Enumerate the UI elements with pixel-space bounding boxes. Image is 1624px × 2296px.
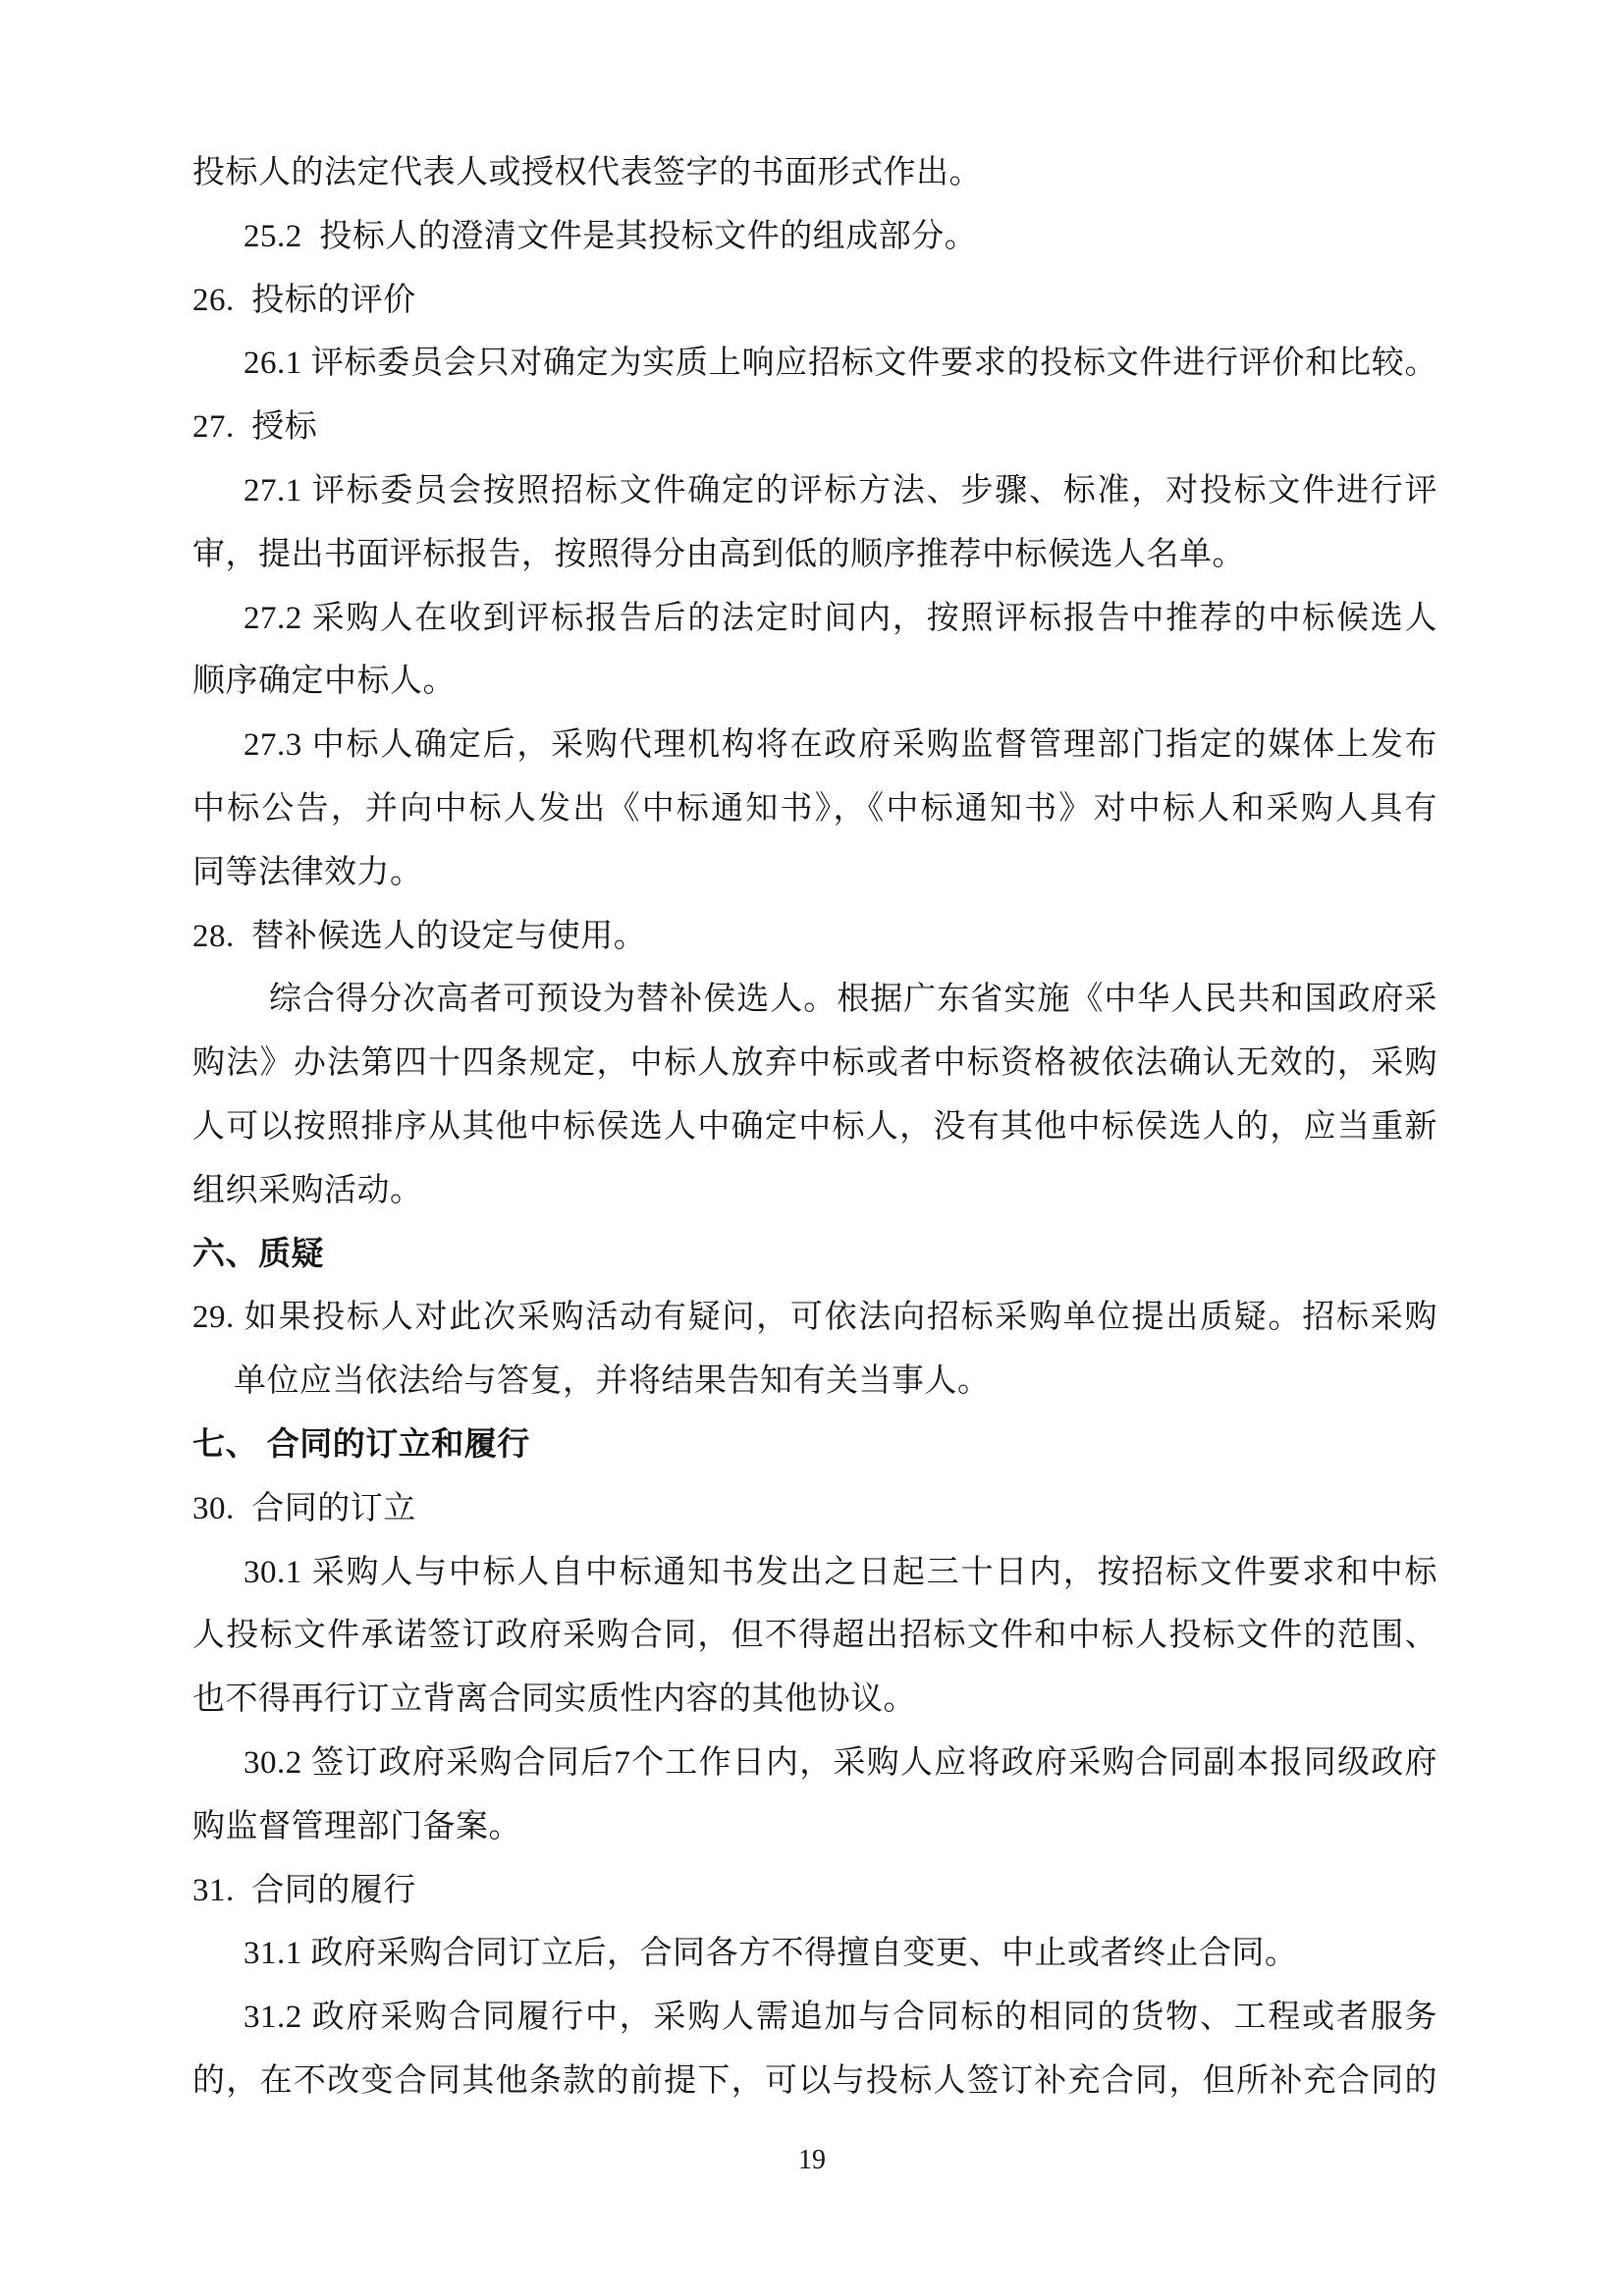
text-line: 31.1 政府采购合同订立后，合同各方不得擅自变更、中止或者终止合同。 <box>244 1936 1298 1972</box>
text-line: 26.1 评标委员会只对确定为实质上响应招标文件要求的投标文件进行评价和比较。 <box>244 346 1437 382</box>
text-line: 六、质疑 <box>192 1236 324 1272</box>
text-line: 顺序确定中标人。 <box>192 664 456 700</box>
text-line: 购监督管理部门备案。 <box>192 1808 521 1844</box>
text-line: 七、 合同的订立和履行 <box>192 1426 530 1463</box>
text-line: 31.2 政府采购合同履行中，采购人需追加与合同标的相同的货物、工程或者服务 <box>244 2000 1437 2036</box>
text-line: 27.3 中标人确定后，采购代理机构将在政府采购监督管理部门指定的媒体上发布 <box>244 727 1437 764</box>
text-line: 30.1 采购人与中标人自中标通知书发出之日起三十日内，按招标文件要求和中标 <box>244 1554 1437 1590</box>
page-number: 19 <box>798 2145 826 2175</box>
text-line: 人可以按照排序从其他中标侯选人中确定中标人，没有其他中标侯选人的，应当重新 <box>192 1108 1437 1145</box>
text-column <box>192 141 1437 2113</box>
text-line: 27. 授标 <box>192 409 318 446</box>
text-line: 也不得再行订立背离合同实质性内容的其他协议。 <box>192 1682 916 1718</box>
text-line: 单位应当依法给与答复，并将结果告知有关当事人。 <box>234 1363 991 1400</box>
text-line: 27.2 采购人在收到评标报告后的法定时间内，按照评标报告中推荐的中标候选人 <box>244 600 1437 636</box>
text-line: 30.2 签订政府采购合同后7个工作日内，采购人应将政府采购合同副本报同级政府 <box>244 1744 1437 1781</box>
text-line: 的，在不改变合同其他条款的前提下，可以与投标人签订补充合同，但所补充合同的 <box>192 2062 1437 2099</box>
text-line: 组织采购活动。 <box>192 1172 423 1208</box>
text-line: 审，提出书面评标报告，按照得分由高到低的顺序推荐中标候选人名单。 <box>192 536 1245 572</box>
text-line: 购法》办法第四十四条规定，中标人放弃中标或者中标资格被依法确认无效的，采购 <box>192 1045 1437 1082</box>
text-line: 28. 替补候选人的设定与使用。 <box>192 918 647 954</box>
text-line: 投标人的法定代表人或授权代表签字的书面形式作出。 <box>192 155 982 190</box>
text-line: 人投标文件承诺签订政府采购合同，但不得超出招标文件和中标人投标文件的范围、 <box>192 1618 1437 1654</box>
text-line: 27.1 评标委员会按照招标文件确定的评标方法、步骤、标准，对投标文件进行评 <box>244 472 1437 508</box>
text-line: 综合得分次高者可预设为替补侯选人。根据广东省实施《中华人民共和国政府采 <box>269 982 1437 1018</box>
text-line: 29. 如果投标人对此次采购活动有疑问，可依法向招标采购单位提出质疑。招标采购 <box>192 1300 1437 1336</box>
text-line: 同等法律效力。 <box>192 854 423 890</box>
text-line: 26. 投标的评价 <box>192 282 416 318</box>
text-line: 31. 合同的履行 <box>192 1872 416 1908</box>
text-line: 中标公告，并向中标人发出《中标通知书》，《中标通知书》对中标人和采购人具有 <box>192 790 1437 827</box>
text-line: 30. 合同的订立 <box>192 1490 416 1526</box>
text-line: 25.2 投标人的澄清文件是其投标文件的组成部分。 <box>244 218 978 254</box>
